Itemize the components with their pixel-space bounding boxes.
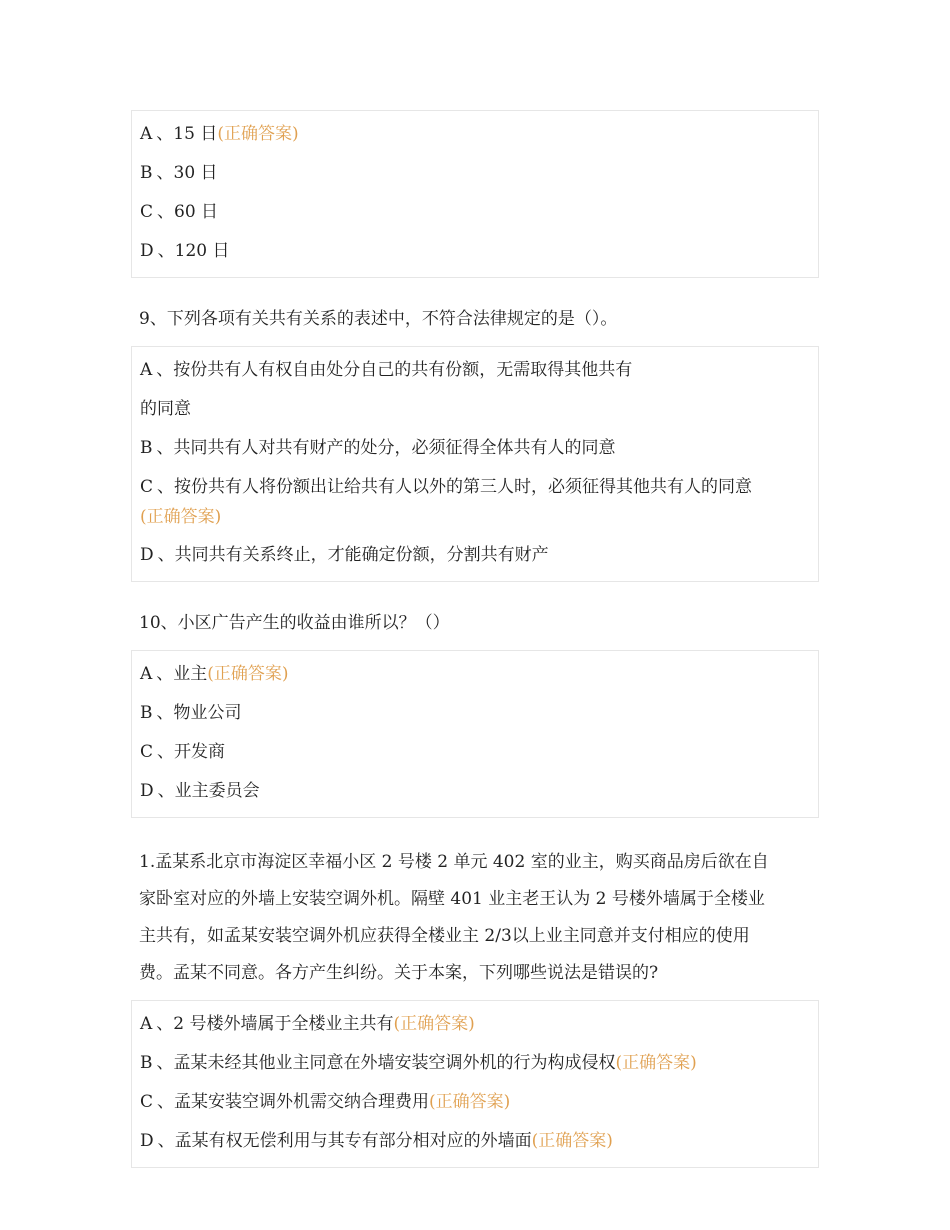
option-d: D 、120 日 [140, 241, 230, 261]
option-c: C 、按份共有人将份额出让给共有人以外的第三人时，必须征得其他共有人的同意 (正确答案) [140, 477, 753, 527]
option-text: 业主委员会 [174, 781, 260, 801]
option-letter: B [140, 438, 153, 458]
options-box-q10 [131, 650, 819, 818]
options-box-q9 [131, 346, 819, 582]
option-text: 孟某未经其他业主同意在外墙安装空调外机的行为构成侵权 [173, 1053, 616, 1073]
option-text: 开发商 [174, 742, 226, 762]
option-text-continued: 的同意 [140, 399, 191, 419]
option-c: C 、孟某安装空调外机需交纳合理费用(正确答案) [140, 1092, 511, 1112]
option-c: C 、开发商 [140, 742, 226, 762]
question-line: 主共有，如孟某安装空调外机应获得全楼业主 2/3以上业主同意并支付相应的使用 [139, 926, 750, 946]
option-a: A 、2 号楼外墙属于全楼业主共有(正确答案) [140, 1014, 475, 1034]
question-line: 费。孟某不同意。各方产生纠纷。关于本案，下列哪些说法是错误的? [139, 963, 659, 983]
option-letter: C [140, 477, 154, 497]
option-letter: D [140, 241, 154, 261]
options-box-q1 [131, 1000, 819, 1168]
option-letter: C [140, 742, 154, 762]
option-letter: A [140, 360, 153, 380]
correct-answer-badge: (正确答案) [217, 124, 299, 144]
option-text: 30 日 [173, 163, 218, 183]
option-letter: C [140, 1092, 154, 1112]
option-a: A 、业主(正确答案) [140, 664, 289, 684]
option-text: 孟某有权无偿利用与其专有部分相对应的外墙面 [174, 1131, 532, 1151]
option-letter: C [140, 202, 154, 222]
option-a-continued [140, 390, 810, 429]
option-letter: D [140, 1131, 154, 1151]
correct-answer-badge: (正确答案) [393, 1014, 475, 1034]
question-10-title: 10、小区广告产生的收益由谁所以？（） [139, 613, 450, 633]
option-d: D 、共同共有关系终止，才能确定份额，分割共有财产 [140, 545, 549, 565]
option-text: 15 日 [173, 124, 218, 144]
option-text: 共同共有关系终止，才能确定份额，分割共有财产 [174, 545, 549, 565]
correct-answer-badge: (正确答案) [429, 1092, 511, 1112]
option-d: D 、孟某有权无偿利用与其专有部分相对应的外墙面(正确答案) [140, 1131, 613, 1151]
option-b: B 、30 日 [140, 163, 218, 183]
correct-answer-badge: (正确答案) [531, 1131, 613, 1151]
question-1-title [131, 844, 819, 992]
option-letter: B [140, 703, 153, 723]
quiz-page [131, 110, 819, 1168]
option-b: B 、共同共有人对共有财产的处分，必须征得全体共有人的同意 [140, 438, 616, 458]
correct-answer-badge: (正确答案) [615, 1053, 697, 1073]
question-9-title: 9、下列各项有关共有关系的表述中，不符合法律规定的是（）。 [139, 309, 618, 329]
option-text: 120 日 [174, 241, 230, 261]
option-text: 按份共有人有权自由处分自己的共有份额，无需取得其他共有 [173, 360, 633, 380]
option-letter: A [140, 124, 153, 144]
option-c: C 、60 日 [140, 202, 219, 222]
question-line: 1.孟某系北京市海淀区幸福小区 2 号楼 2 单元 402 室的业主，购买商品房后欲在自 [139, 852, 769, 872]
option-text: 按份共有人将份额出让给共有人以外的第三人时，必须征得其他共有人的同意 [174, 477, 753, 497]
option-text: 孟某安装空调外机需交纳合理费用 [174, 1092, 430, 1112]
option-text: 2 号楼外墙属于全楼业主共有 [173, 1014, 394, 1034]
option-text: 物业公司 [173, 703, 242, 723]
question-line: 家卧室对应的外墙上安装空调外机。隔壁 401 业主老王认为 2 号楼外墙属于全楼业 [139, 889, 765, 909]
options-box-block0 [131, 110, 819, 278]
option-letter: D [140, 781, 154, 801]
option-letter: A [140, 664, 153, 684]
option-text: 60 日 [174, 202, 219, 222]
option-a: A 、15 日(正确答案) [140, 124, 299, 144]
option-letter: A [140, 1014, 153, 1034]
correct-answer-badge: (正确答案) [140, 507, 222, 527]
option-a: A 、按份共有人有权自由处分自己的共有份额，无需取得其他共有 [140, 360, 633, 380]
option-b: B 、孟某未经其他业主同意在外墙安装空调外机的行为构成侵权(正确答案) [140, 1053, 697, 1073]
option-d: D 、业主委员会 [140, 781, 260, 801]
option-text: 业主 [173, 664, 208, 684]
option-letter: D [140, 545, 154, 565]
option-letter: B [140, 163, 153, 183]
correct-answer-badge: (正确答案) [207, 664, 289, 684]
option-text: 共同共有人对共有财产的处分，必须征得全体共有人的同意 [173, 438, 616, 458]
option-b: B 、物业公司 [140, 703, 242, 723]
option-letter: B [140, 1053, 153, 1073]
